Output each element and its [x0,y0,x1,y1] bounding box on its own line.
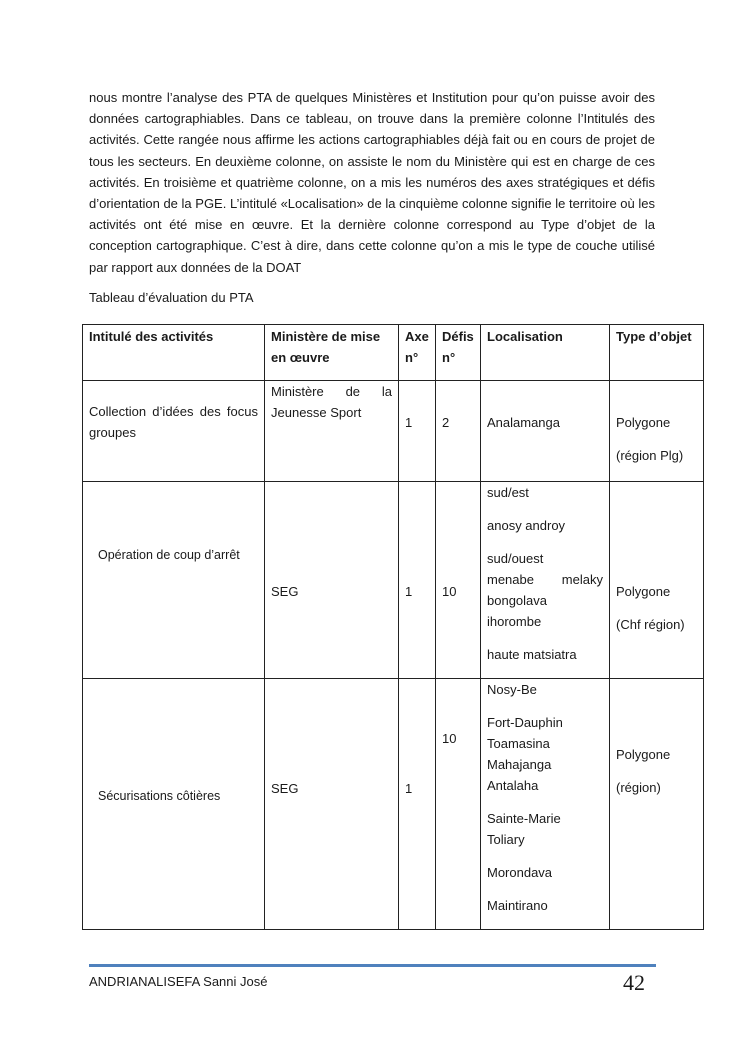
cell-localisation [481,679,610,930]
localisation-item: Mahajanga [487,757,552,772]
footer-divider [89,964,656,967]
cell-localisation [481,381,610,482]
localisation-item: Toamasina [487,736,550,751]
activite-text: Opération de coup d’arrêt [98,548,240,562]
cell-type [610,482,704,679]
cell-ministere [265,482,399,679]
cell-ministere [265,381,399,482]
cell-axe [399,679,436,930]
localisation-item: bongolava [487,593,547,608]
localisation-item: Fort-Dauphin [487,715,563,730]
footer-author: ANDRIANALISEFA Sanni José [89,974,268,989]
type-detail-text: (Chf région) [616,617,685,632]
defis-text: 10 [442,584,457,599]
localisation-item: ihorombe [487,614,542,629]
localisation-item: anosy androy [487,518,566,533]
table-row [83,381,704,482]
cell-activite [83,482,265,679]
page-number: 42 [623,970,645,995]
localisation-item: sud/est [487,485,529,500]
localisation-item: Toliary [487,832,525,847]
header-activite: Intitulé des activités [83,325,265,381]
type-text: Polygone [616,747,671,762]
table-header-row [83,325,704,381]
ministere-text: SEG [271,584,299,599]
cell-defis [436,482,481,679]
cell-type [610,381,704,482]
body-paragraph: nous montre l’analyse des PTA de quelques Ministères et Institution pour qu’on puisse avoir des données cartographiables. Dans ce tableau, on trouve dans la première colonne l’Intitulés des activités. Cette rangée nous affirme les actions cartographiables déjà fait ou en cours de projet de tous les secteurs. En deuxième colonne, on assiste le nom du Ministère qui est en charge de ces activités. En troisième et quatrième colonne, on a mis les numéros des axes stratégiques et défis d’orientation de la PGE. L’intitulé «Localisation» de la cinquième colonne signifie le territoire où les activités ont été mise en œuvre. Et la dernière colonne correspond au Type d’objet de la conception cartographique. C’est à dire, dans cette colonne qu’on a mis le type de couche utilisé par rapport aux données de la DOAT [89,90,655,275]
table-row [83,679,704,930]
axe-text: 1 [405,781,413,796]
localisation-item: Sainte-Marie [487,811,561,826]
cell-defis [436,381,481,482]
header-ministere: Ministère de mise en œuvre [265,325,399,381]
cell-activite [83,381,265,482]
header-axe: Axe n° [399,325,436,381]
activite-text: Sécurisations côtières [98,789,221,803]
header-defis: Défis n° [436,325,481,381]
activite-text: Collection d’idées des focus groupes [89,404,258,440]
localisation-item: sud/ouest [487,551,544,566]
ministere-text: Ministère de la Jeunesse Sport [271,384,392,420]
cell-type [610,679,704,930]
type-detail-text: (région) [616,780,661,795]
localisation-item: menabe melaky [487,572,603,587]
localisation-item: Nosy-Be [487,682,537,697]
localisation-item: Maintirano [487,898,548,913]
axe-text: 1 [405,415,413,430]
header-localisation: Localisation [481,325,610,381]
type-detail-text: (région Plg) [616,448,684,463]
localisation-item: Antalaha [487,778,539,793]
cell-axe [399,381,436,482]
defis-text: 2 [442,415,450,430]
localisation-item: Morondava [487,865,553,880]
localisation-item: haute matsiatra [487,647,577,662]
cell-axe [399,482,436,679]
cell-ministere [265,679,399,930]
pta-evaluation-table [82,324,704,930]
axe-text: 1 [405,584,413,599]
localisation-text: Analamanga [487,415,560,430]
table-caption: Tableau d’évaluation du PTA [89,290,254,305]
defis-text: 10 [442,731,457,746]
type-text: Polygone [616,584,671,599]
cell-localisation [481,482,610,679]
cell-activite [83,679,265,930]
cell-defis [436,679,481,930]
header-type: Type d’objet [610,325,704,381]
type-text: Polygone [616,415,671,430]
ministere-text: SEG [271,781,299,796]
table-row [83,482,704,679]
